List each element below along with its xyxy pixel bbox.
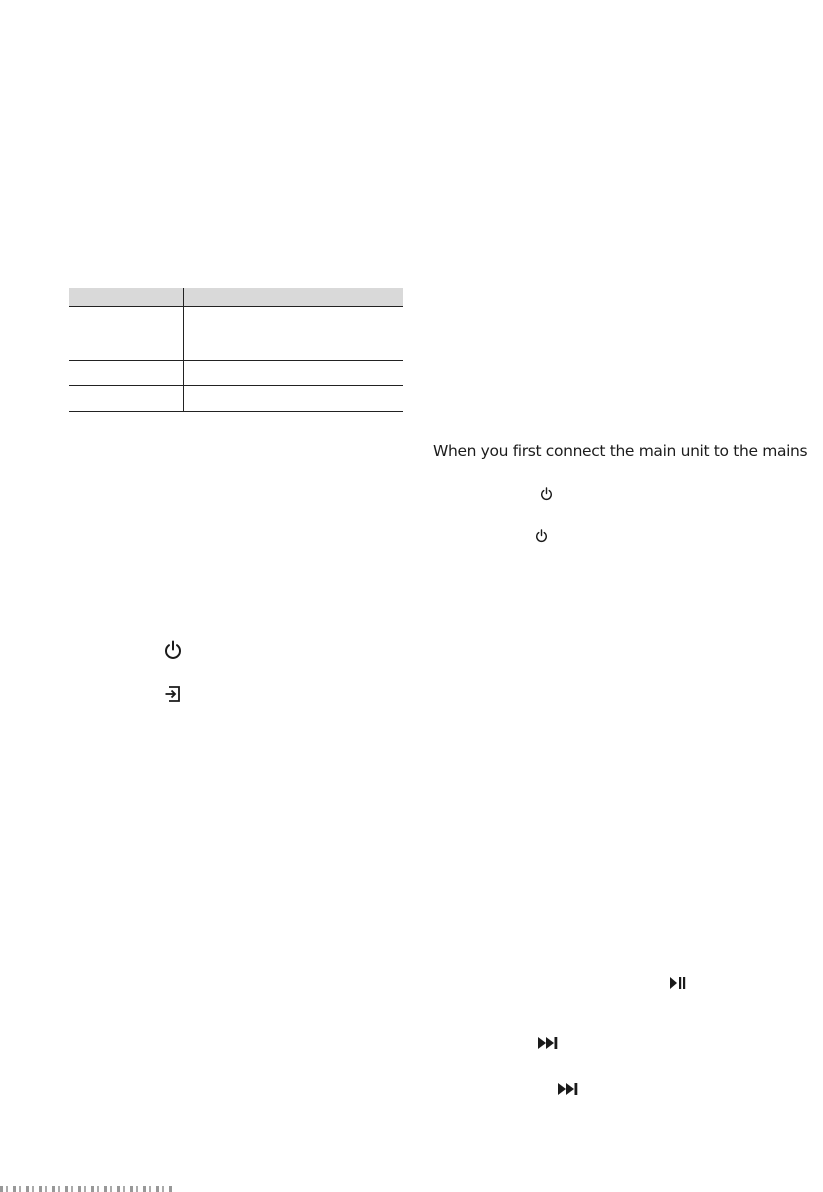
- footer-print-marks: [0, 1186, 175, 1192]
- table-row-divider: [69, 385, 403, 386]
- next-track-icon: [557, 1082, 579, 1096]
- power-icon: [163, 640, 183, 660]
- table-header-row: [69, 288, 403, 307]
- power-icon: [540, 487, 553, 501]
- table-bottom-rule: [69, 411, 403, 412]
- table-column-divider: [183, 288, 184, 411]
- table-row-divider: [69, 360, 403, 361]
- power-icon: [535, 529, 548, 543]
- next-track-icon: [537, 1036, 559, 1050]
- input-source-icon: [164, 685, 182, 703]
- play-pause-icon: [669, 975, 687, 991]
- mains-connection-text: When you first connect the main unit to the mains: [433, 442, 808, 460]
